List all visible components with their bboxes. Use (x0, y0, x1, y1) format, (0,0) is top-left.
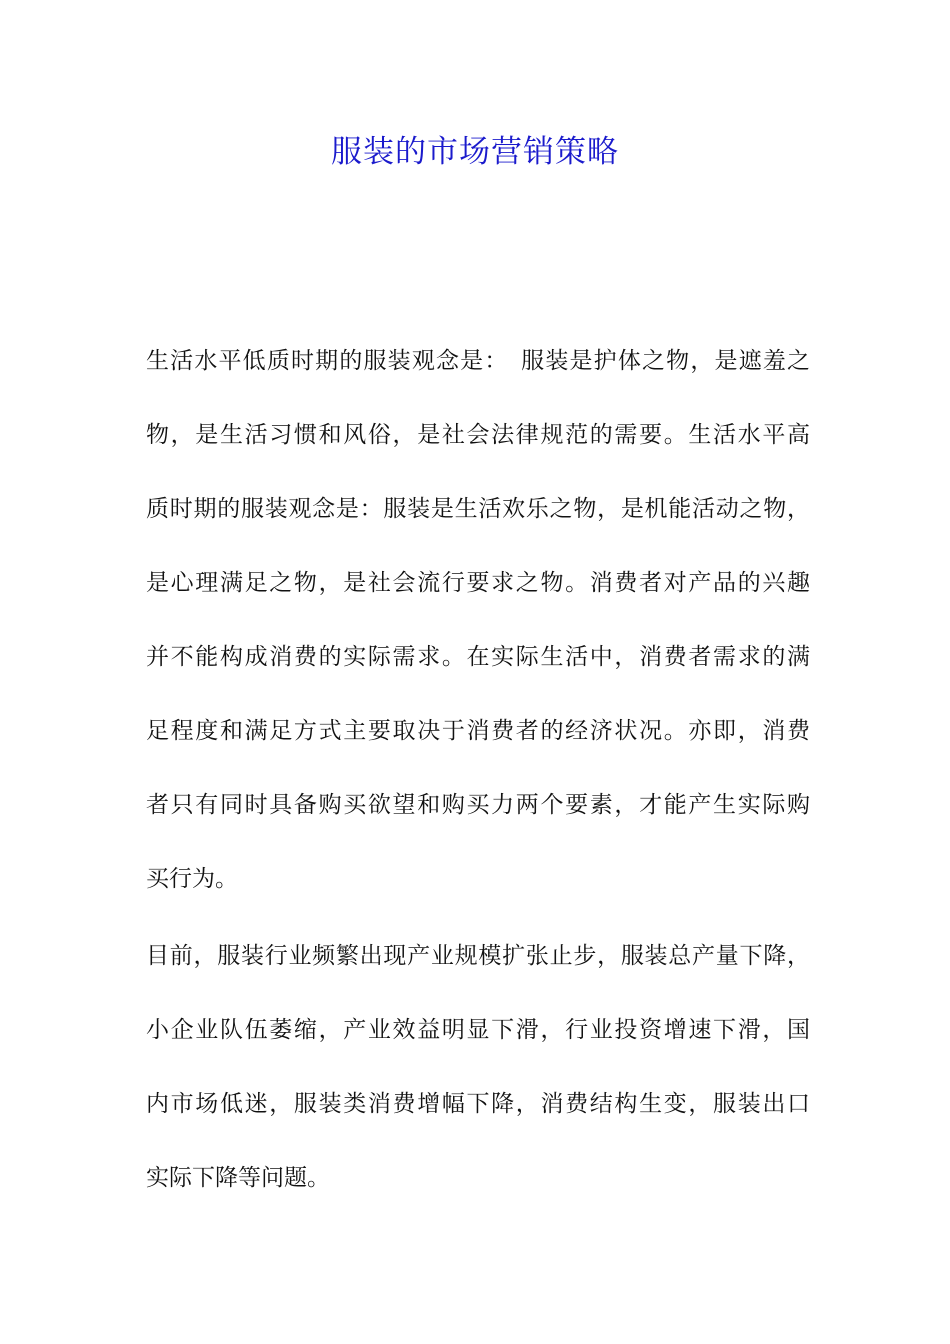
paragraph-line: 生活水平低质时期的服装观念是： 服装是护体之物，是遮羞之 (146, 348, 810, 374)
paragraph-line: 者只有同时具备购买欲望和购买力两个要素，才能产生实际购 (146, 792, 810, 818)
paragraph-line: 并不能构成消费的实际需求。在实际生活中，消费者需求的满 (146, 644, 810, 670)
paragraph-line: 是心理满足之物，是社会流行要求之物。消费者对产品的兴趣 (146, 570, 810, 596)
paragraph-1 (146, 324, 810, 916)
paragraph-line: 买行为。 (146, 866, 238, 892)
page-title: 服装的市场营销策略 (331, 134, 619, 170)
paragraph-line: 目前，服装行业频繁出现产业规模扩张止步，服装总产量下降， (146, 943, 810, 969)
paragraph-2 (146, 919, 810, 1215)
paragraph-line: 质时期的服装观念是：服装是生活欢乐之物，是机能活动之物， (146, 496, 810, 522)
paragraph-line: 内市场低迷，服装类消费增幅下降，消费结构生变，服装出口 (146, 1091, 810, 1117)
paragraph-line: 小企业队伍萎缩，产业效益明显下滑，行业投资增速下滑，国 (146, 1017, 810, 1043)
paragraph-line: 实际下降等问题。 (146, 1165, 330, 1191)
paragraph-line: 足程度和满足方式主要取决于消费者的经济状况。亦即，消费 (146, 718, 810, 744)
paragraph-line: 物，是生活习惯和风俗，是社会法律规范的需要。生活水平高 (146, 422, 810, 448)
